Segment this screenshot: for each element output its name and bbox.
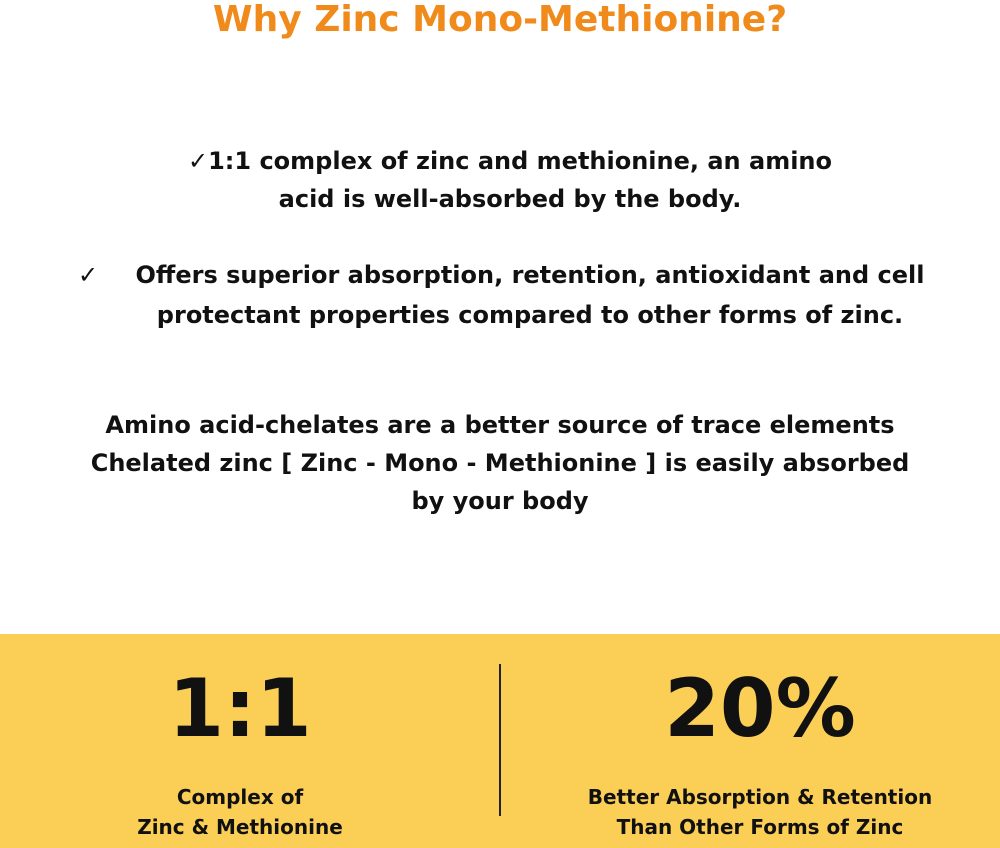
stats-divider	[499, 664, 501, 816]
stat-absorption	[550, 654, 970, 842]
stats-band	[0, 634, 1000, 848]
stat-absorption-caption-line-1: Better Absorption & Retention	[587, 785, 933, 809]
chelate-info-line-3: by your body	[411, 487, 589, 515]
benefit-point-2-line-2: protectant properties compared to other forms of zinc.	[156, 301, 904, 329]
chelate-info	[0, 406, 1000, 520]
chelate-info-line-1: Amino acid-chelates are a better source of trace elements	[105, 411, 895, 439]
checkmark-icon: ✓	[187, 147, 209, 175]
benefit-point-1-line-2: acid is well-absorbed by the body.	[278, 185, 742, 213]
stat-ratio-caption-line-1: Complex of	[176, 785, 304, 809]
stat-ratio	[30, 654, 450, 842]
stat-ratio-value: 1:1	[168, 662, 312, 755]
stat-absorption-value: 20%	[664, 662, 856, 755]
benefit-point-1-line-1: 1:1 complex of zinc and methionine, an amino	[208, 147, 832, 175]
page-title: Why Zinc Mono-Methionine?	[212, 0, 788, 40]
benefit-point-2-line-1: Offers superior absorption, retention, antioxidant and cell	[135, 261, 925, 289]
benefit-point-2	[60, 255, 960, 335]
checkmark-icon: ✓	[78, 261, 99, 289]
stat-absorption-caption-line-2: Than Other Forms of Zinc	[616, 815, 904, 839]
chelate-info-line-2: Chelated zinc [ Zinc - Mono - Methionine ] is easily absorbed	[90, 449, 910, 477]
stat-ratio-caption-line-2: Zinc & Methionine	[137, 815, 343, 839]
benefit-point-1	[160, 142, 860, 218]
stat-ratio-caption	[30, 782, 450, 842]
stat-absorption-caption	[550, 782, 970, 842]
